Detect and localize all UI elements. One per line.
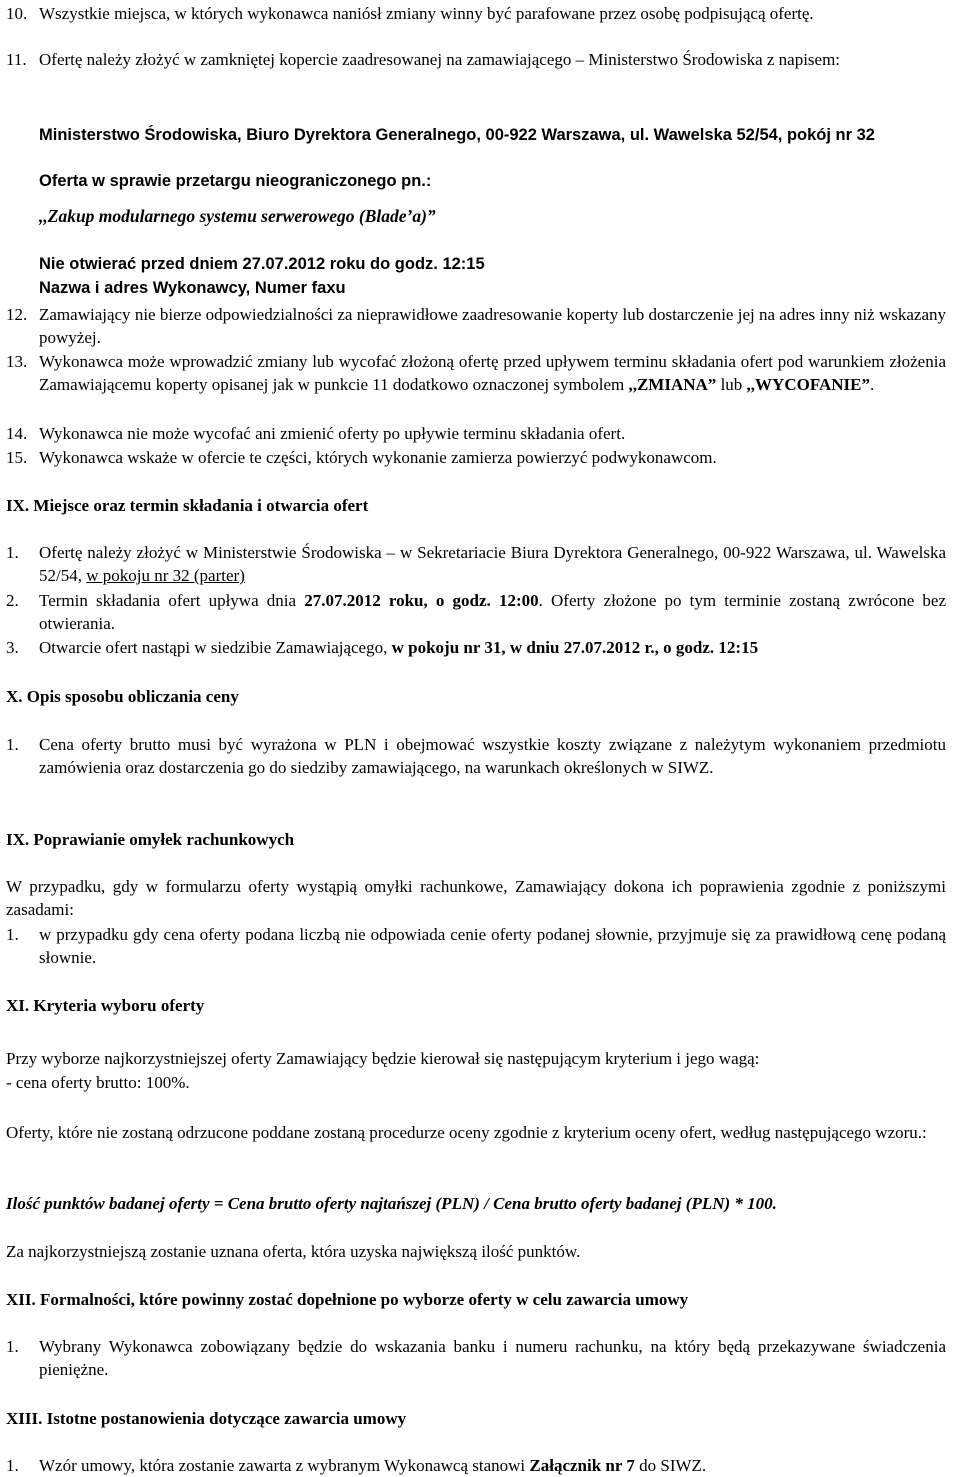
envelope-do-not-open: Nie otwierać przed dniem 27.07.2012 roku do godz. 12:15 bbox=[39, 255, 485, 273]
list-item-ix-1 bbox=[6, 541, 946, 587]
item-number: 12. bbox=[6, 305, 28, 324]
list-item-14 bbox=[6, 422, 946, 445]
item-text-part: Wykonawca może wprowadzić zmiany lub wycofać złożoną ofertę przed upływem terminu składania ofert pod warunkiem złożenia Zamawiającemu koperty opisanej jak w punkcie 11 dodatkowo oznaczonej symbolem bbox=[39, 352, 946, 394]
attachment-ref: Załącznik nr 7 bbox=[529, 1456, 635, 1475]
deadline-date: 27.07.2012 roku, o godz. 12:00 bbox=[304, 591, 539, 610]
formula: Ilość punktów badanej oferty = Cena brutto oferty najtańszej (PLN) / Cena brutto oferty badanej (PLN) * 100. bbox=[6, 1194, 777, 1213]
list-item-ix-2 bbox=[6, 589, 946, 635]
item-text-part: Ofertę należy złożyć w Ministerstwie Środowiska – w Sekretariacie Biura Dyrektora Generalnego, 00-922 Warszawa, ul. Wawelska 52/54, bbox=[39, 543, 946, 585]
item-text-part: do SIWZ. bbox=[634, 1456, 707, 1475]
opening-details: w pokoju nr 31, w dniu 27.07.2012 r., o godz. 12:15 bbox=[391, 638, 759, 657]
paragraph-best-offer: Za najkorzystniejszą zostanie uznana oferta, która uzyska największą ilość punktów. bbox=[6, 1242, 581, 1261]
item-number: 14. bbox=[6, 424, 28, 443]
item-number: 11. bbox=[6, 50, 27, 69]
section-heading-x: X. Opis sposobu obliczania ceny bbox=[6, 687, 239, 706]
item-text: Wszystkie miejsca, w których wykonawca naniósł zmiany winny być parafowane przez osobę podpisującą ofertę. bbox=[39, 4, 814, 23]
list-item-13 bbox=[6, 350, 946, 396]
item-number: 13. bbox=[6, 352, 28, 371]
item-text: Wykonawca nie może wycofać ani zmienić oferty po upływie terminu składania ofert. bbox=[39, 424, 626, 443]
list-item-11 bbox=[6, 48, 946, 71]
list-item-12 bbox=[6, 303, 946, 349]
list-item-ix-3 bbox=[6, 636, 946, 659]
envelope-contractor: Nazwa i adres Wykonawcy, Numer faxu bbox=[39, 279, 346, 297]
item-number: 1. bbox=[6, 735, 19, 754]
item-number: 1. bbox=[6, 1456, 19, 1475]
item-text bbox=[39, 350, 946, 396]
list-item-xiii-1 bbox=[6, 1454, 946, 1477]
item-text: Wykonawca wskaże w ofercie te części, których wykonanie zamierza powierzyć podwykonawcom. bbox=[39, 448, 717, 467]
item-text: Zamawiający nie bierze odpowiedzialności za nieprawidłowe zaadresowanie koperty lub dostarczenie jej na adres inny niż wskazany powyżej. bbox=[39, 305, 946, 347]
section-heading-ix-corrections: IX. Poprawianie omyłek rachunkowych bbox=[6, 830, 295, 849]
item-text bbox=[39, 589, 946, 635]
envelope-subject: Oferta w sprawie przetargu nieograniczonego pn.: bbox=[39, 172, 432, 190]
item-text-part: Wzór umowy, która zostanie zawarta z wybranym Wykonawcą stanowi bbox=[39, 1456, 530, 1475]
item-text: Ofertę należy złożyć w zamkniętej kopercie zaadresowanej na zamawiającego – Ministerstwo Środowiska z napisem: bbox=[39, 50, 841, 69]
item-text-part: . bbox=[869, 375, 875, 394]
item-text-part: Termin składania ofert upływa dnia bbox=[39, 591, 305, 610]
item-number: 1. bbox=[6, 543, 19, 562]
room-link-text: w pokoju nr 32 (parter) bbox=[86, 566, 245, 585]
item-number: 1. bbox=[6, 1337, 19, 1356]
paragraph-intro: W przypadku, gdy w formularzu oferty wystąpią omyłki rachunkowe, Zamawiający dokona ich poprawienia zgodnie z poniższymi zasadami: bbox=[6, 877, 946, 919]
item-number: 10. bbox=[6, 4, 28, 23]
list-item-10 bbox=[6, 2, 946, 25]
item-text bbox=[39, 541, 946, 587]
section-heading-ix: IX. Miejsce oraz termin składania i otwarcia ofert bbox=[6, 496, 369, 515]
paragraph-evaluation: Oferty, które nie zostaną odrzucone poddane zostaną procedurze oceny zgodnie z kryterium oceny ofert, według następującego wzoru.: bbox=[6, 1123, 927, 1142]
item-text: Cena oferty brutto musi być wyrażona w PLN i obejmować wszystkie koszty związane z należytym wykonaniem przedmiotu zamówienia oraz dostarczenia go do siedziby zamawiającego, na warunkach określonych w SIWZ. bbox=[39, 735, 946, 777]
paragraph-criteria: Przy wyborze najkorzystniejszej oferty Zamawiający będzie kierował się następującym kryterium i jego wagą: bbox=[6, 1049, 760, 1068]
envelope-title: ,,Zakup modularnego systemu serwerowego (Blade’a)” bbox=[39, 206, 436, 226]
item-text-part: lub bbox=[716, 375, 747, 394]
item-number: 1. bbox=[6, 925, 19, 944]
item-text bbox=[39, 636, 946, 659]
list-item-x-1 bbox=[6, 733, 946, 779]
paragraph-criterion-price: - cena oferty brutto: 100%. bbox=[6, 1073, 190, 1092]
item-number: 2. bbox=[6, 591, 19, 610]
item-text: w przypadku gdy cena oferty podana liczbą nie odpowiada cenie oferty podanej słownie, przyjmuje się za prawidłową cenę podaną słownie. bbox=[39, 925, 946, 967]
section-heading-xii: XII. Formalności, które powinny zostać dopełnione po wyborze oferty w celu zawarcia umowy bbox=[6, 1290, 689, 1309]
item-text-part: . Oferty złożone po tym terminie zostaną zwrócone bez otwierania. bbox=[39, 591, 947, 633]
section-heading-xi: XI. Kryteria wyboru oferty bbox=[6, 996, 205, 1015]
list-item-15 bbox=[6, 446, 946, 469]
list-item-xii-1 bbox=[6, 1335, 946, 1381]
symbol-wycofanie: ,,WYCOFANIE” bbox=[746, 375, 870, 394]
item-text: Wybrany Wykonawca zobowiązany będzie do wskazania banku i numeru rachunku, na który będą przekazywane świadczenia pieniężne. bbox=[39, 1337, 946, 1379]
section-heading-xiii: XIII. Istotne postanowienia dotyczące zawarcia umowy bbox=[6, 1409, 407, 1428]
symbol-zmiana: ,,ZMIANA” bbox=[628, 375, 717, 394]
list-item-corrections-1 bbox=[6, 923, 946, 969]
envelope-address: Ministerstwo Środowiska, Biuro Dyrektora Generalnego, 00-922 Warszawa, ul. Wawelska 52/54, pokój nr 32 bbox=[39, 126, 875, 144]
item-text-part: Otwarcie ofert nastąpi w siedzibie Zamawiającego, bbox=[39, 638, 392, 657]
item-number: 15. bbox=[6, 448, 28, 467]
item-text bbox=[39, 1454, 946, 1477]
item-number: 3. bbox=[6, 638, 19, 657]
